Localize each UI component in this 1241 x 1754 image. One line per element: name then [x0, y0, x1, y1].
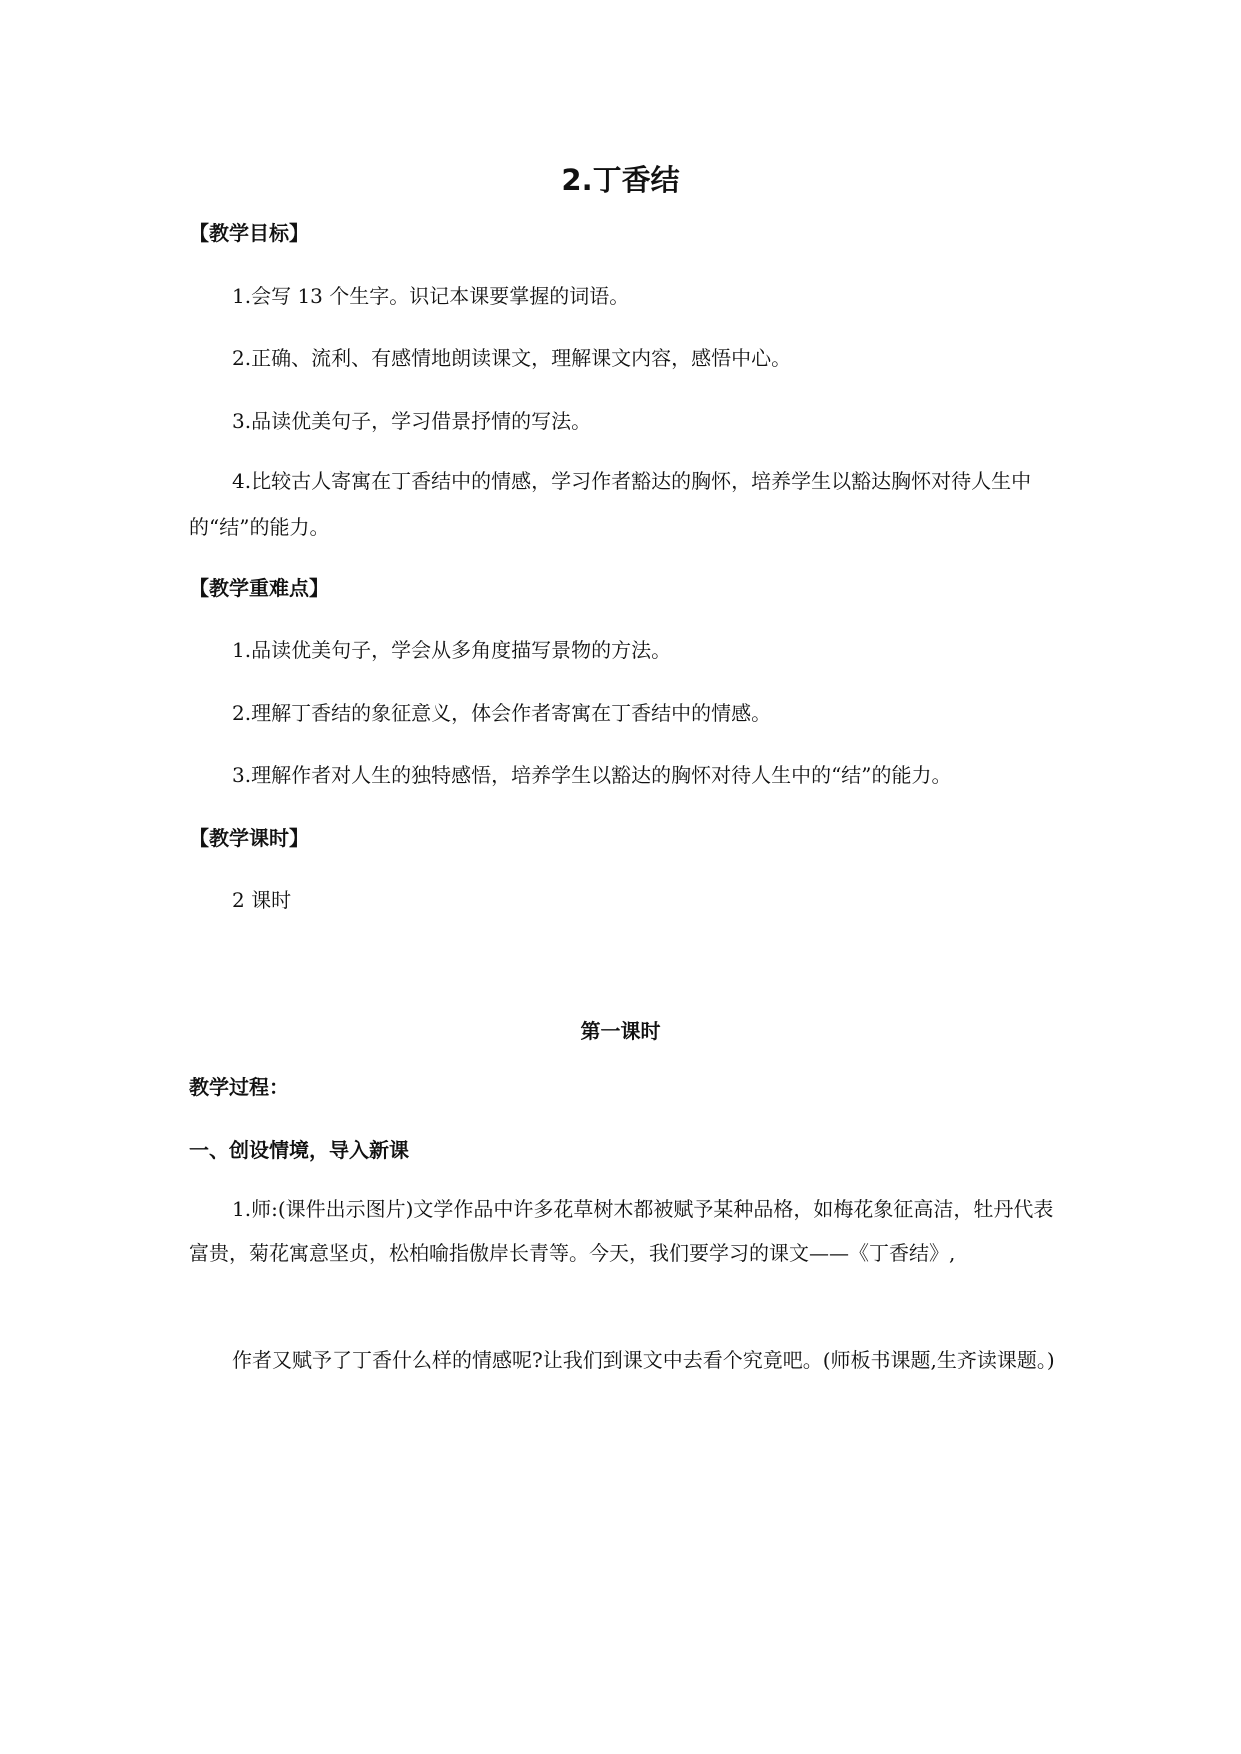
- part-one-paragraph-2: 作者又赋予了丁香什么样的情感呢?让我们到课文中去看个究竟吧。(师板书课题,生齐读课题。): [232, 1348, 1055, 1372]
- goal-item-4: 4.比较古人寄寓在丁香结中的情感，学习作者豁达的胸怀，培养学生以豁达胸怀对待人生中的“结”的能力。: [189, 469, 1032, 539]
- part-one-heading: 一、创设情境，导入新课: [189, 1138, 409, 1162]
- teaching-process-heading: 教学过程：: [189, 1075, 289, 1099]
- key-item-3: 3.理解作者对人生的独特感悟，培养学生以豁达的胸怀对待人生中的“结”的能力。: [232, 763, 952, 787]
- teaching-hours-value: 2 课时: [232, 888, 292, 912]
- goal-item-3: 3.品读优美句子，学习借景抒情的写法。: [232, 409, 592, 433]
- goal-item-2: 2.正确、流利、有感情地朗读课文，理解课文内容，感悟中心。: [232, 346, 792, 370]
- document-title: 2.丁香结: [561, 163, 680, 197]
- key-item-2: 2.理解丁香结的象征意义，体会作者寄寓在丁香结中的情感。: [232, 701, 772, 725]
- teaching-goals-heading: 【教学目标】: [189, 221, 309, 245]
- goal-item-1: 1.会写 13 个生字。识记本课要掌握的词语。: [232, 284, 630, 308]
- part-one-paragraph-1: 1.师:(课件出示图片)文学作品中许多花草树木都被赋予某种品格，如梅花象征高洁，牡丹代表富贵，菊花寓意坚贞，松柏喻指傲岸长青等。今天，我们要学习的课文——《丁香结》,: [189, 1197, 1054, 1265]
- key-points-heading: 【教学重难点】: [189, 576, 329, 600]
- key-item-1: 1.品读优美句子，学会从多角度描写景物的方法。: [232, 638, 672, 662]
- teaching-hours-heading: 【教学课时】: [189, 826, 309, 850]
- lesson-one-title: 第一课时: [580, 1019, 661, 1043]
